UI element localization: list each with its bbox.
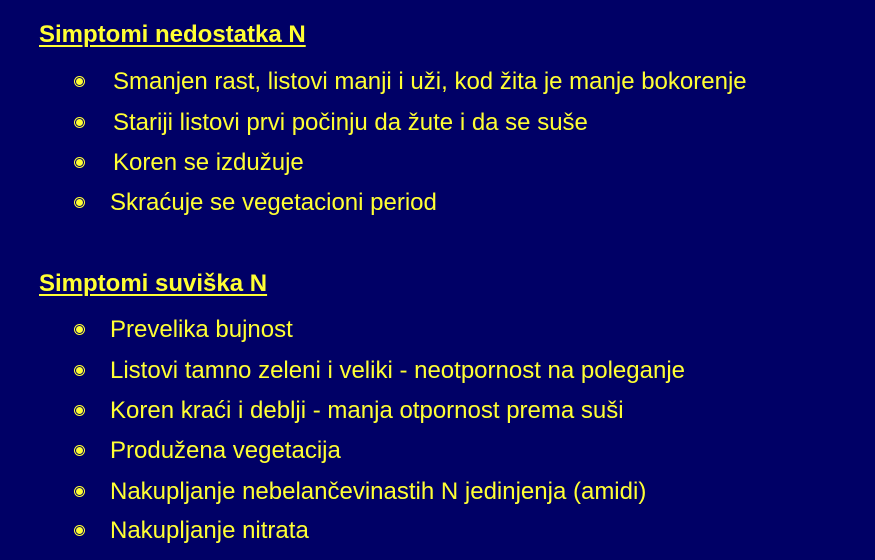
section-heading-excess: Simptomi suviška N bbox=[39, 270, 268, 297]
bullet-icon bbox=[76, 527, 83, 534]
list-item-text: Stariji listovi prvi počinju da žute i da se suše bbox=[113, 109, 588, 136]
list-item-text: Listovi tamno zeleni i veliki - neotpornost na poleganje bbox=[110, 357, 686, 384]
bullet-icon bbox=[76, 199, 83, 206]
bullet-icon bbox=[76, 119, 83, 126]
bullet-icon bbox=[76, 407, 83, 414]
bullet-icon bbox=[76, 78, 83, 85]
list-item-text: Koren se izdužuje bbox=[113, 149, 304, 176]
bullet-icon bbox=[76, 159, 83, 166]
bullet-icon bbox=[76, 326, 83, 333]
list-item-text: Produžena vegetacija bbox=[110, 437, 341, 464]
bullet-icon bbox=[76, 367, 83, 374]
section-heading-deficiency: Simptomi nedostatka N bbox=[39, 21, 306, 48]
list-item-text: Nakupljanje nitrata bbox=[110, 517, 309, 544]
list-item-text: Nakupljanje nebelančevinastih N jedinjenja (amidi) bbox=[110, 478, 647, 505]
bullet-icon bbox=[76, 488, 83, 495]
list-item-text: Koren kraći i deblji - manja otpornost prema suši bbox=[110, 397, 624, 424]
list-item-text: Prevelika bujnost bbox=[110, 316, 293, 343]
bullet-icon bbox=[76, 447, 83, 454]
list-item-text: Skraćuje se vegetacioni period bbox=[110, 189, 437, 216]
list-item-text: Smanjen rast, listovi manji i uži, kod žita je manje bokorenje bbox=[113, 68, 747, 95]
